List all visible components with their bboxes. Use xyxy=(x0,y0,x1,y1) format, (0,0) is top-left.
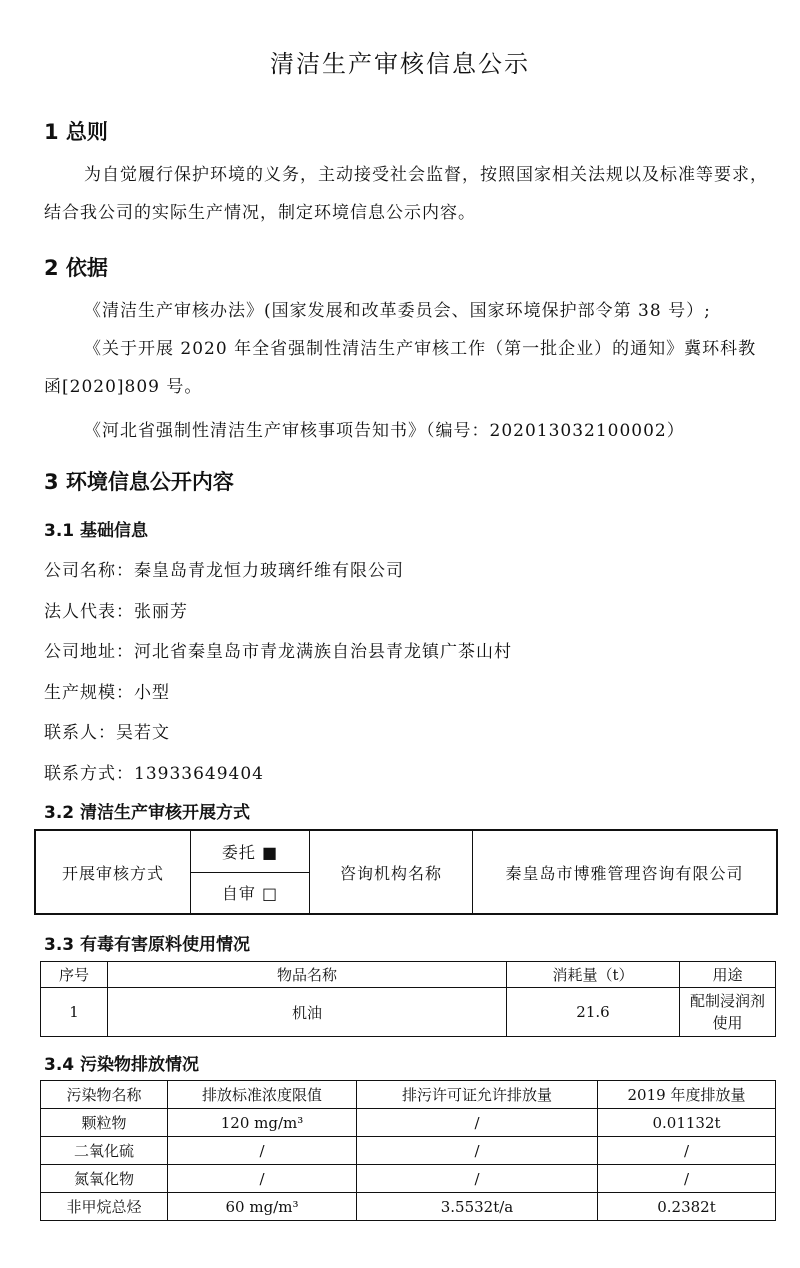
production-scale: 生产规模：小型 xyxy=(44,683,170,703)
col-header: 消耗量（t） xyxy=(507,962,680,988)
method-label-cell: 开展审核方式 xyxy=(35,830,191,914)
col-header: 2019 年度排放量 xyxy=(598,1081,776,1109)
section-2-heading: 2 依据 xyxy=(44,256,108,280)
option-self: 自审 □ xyxy=(191,872,310,914)
section-3-1-heading: 3.1 基础信息 xyxy=(44,521,149,541)
option-entrust: 委托 ■ xyxy=(191,830,310,872)
section-3-3-heading: 3.3 有毒有害原料使用情况 xyxy=(44,935,251,955)
table-cell: / xyxy=(598,1137,776,1165)
page-title: 清洁生产审核信息公示 xyxy=(270,50,530,78)
table-cell: 氮氧化物 xyxy=(41,1165,168,1193)
table-cell: 二氧化硫 xyxy=(41,1137,168,1165)
agency-label-cell: 咨询机构名称 xyxy=(310,830,473,914)
table-cell: / xyxy=(357,1137,598,1165)
table-cell: 0.2382t xyxy=(598,1193,776,1221)
section-3-heading: 3 环境信息公开内容 xyxy=(44,470,234,494)
table-cell: 0.01132t xyxy=(598,1109,776,1137)
table-cell: / xyxy=(598,1165,776,1193)
section-1-heading: 1 总则 xyxy=(44,120,108,144)
contact-person: 联系人：吴若文 xyxy=(44,723,170,743)
section-3-4-heading: 3.4 污染物排放情况 xyxy=(44,1055,200,1075)
col-header: 序号 xyxy=(41,962,108,988)
basis-item-1: 《清洁生产审核办法》(国家发展和改革委员会、国家环境保护部令第 38 号）; xyxy=(84,301,711,321)
basis-item-3: 《河北省强制性清洁生产审核事项告知书》（编号：202013032100002） xyxy=(84,421,685,441)
table-cell: / xyxy=(168,1137,357,1165)
table-cell: / xyxy=(357,1165,598,1193)
col-header: 污染物名称 xyxy=(41,1081,168,1109)
table-cell: 机油 xyxy=(108,988,507,1037)
section-3-2-heading: 3.2 清洁生产审核开展方式 xyxy=(44,803,251,823)
col-header: 用途 xyxy=(680,962,776,988)
table-cell: 21.6 xyxy=(507,988,680,1037)
contact-phone: 联系方式：13933649404 xyxy=(44,764,264,784)
col-header: 排污许可证允许排放量 xyxy=(357,1081,598,1109)
table-cell: / xyxy=(168,1165,357,1193)
table-cell: 颗粒物 xyxy=(41,1109,168,1137)
table-cell: / xyxy=(357,1109,598,1137)
hazardous-materials-table xyxy=(40,961,776,1037)
table-cell: 非甲烷总烃 xyxy=(41,1193,168,1221)
table-cell: 1 xyxy=(41,988,108,1037)
legal-representative: 法人代表：张丽芳 xyxy=(44,602,188,622)
company-name: 公司名称：秦皇岛青龙恒力玻璃纤维有限公司 xyxy=(44,561,404,581)
section-1-paragraph: 为自觉履行保护环境的义务，主动接受社会监督，按照国家相关法规以及标准等要求，结合我公司的实际生产情况，制定环境信息公示内容。 xyxy=(44,165,768,223)
table-cell: 60 mg/m³ xyxy=(168,1193,357,1221)
table-cell: 配制浸润剂使用 xyxy=(680,988,776,1037)
col-header: 排放标准浓度限值 xyxy=(168,1081,357,1109)
table-cell: 120 mg/m³ xyxy=(168,1109,357,1137)
agency-name-cell: 秦皇岛市博雅管理咨询有限公司 xyxy=(473,830,778,914)
basis-item-2: 《关于开展 2020 年全省强制性清洁生产审核工作（第一批企业）的通知》冀环科教函[2020]809 号。 xyxy=(44,339,757,397)
company-address: 公司地址：河北省秦皇岛市青龙满族自治县青龙镇广茶山村 xyxy=(44,642,512,662)
audit-method-table xyxy=(34,829,778,915)
col-header: 物品名称 xyxy=(108,962,507,988)
pollutant-emission-table xyxy=(40,1080,776,1221)
table-cell: 3.5532t/a xyxy=(357,1193,598,1221)
